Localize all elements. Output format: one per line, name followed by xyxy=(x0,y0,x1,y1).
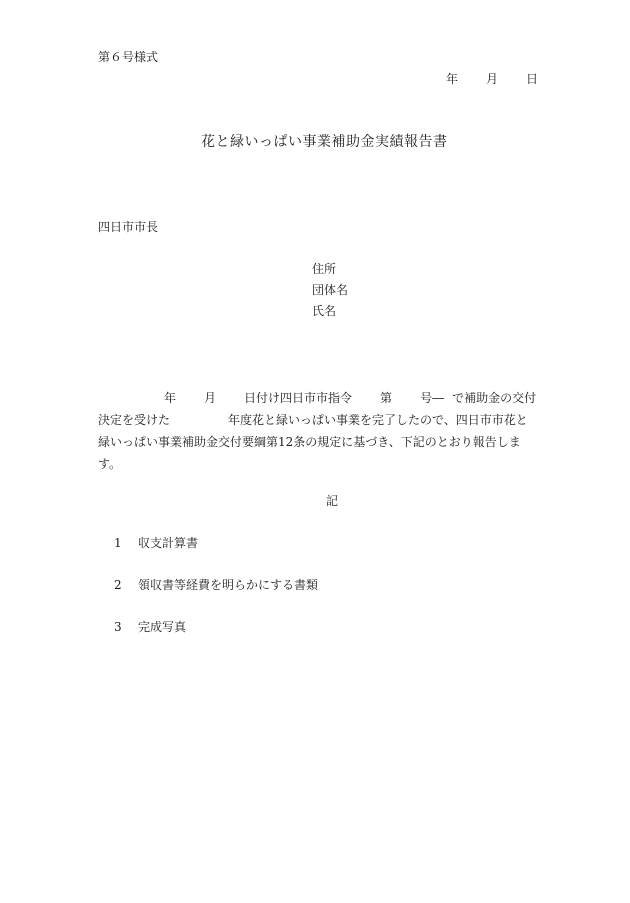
date-month-label: 月 xyxy=(486,72,499,86)
body-line2-end: 年度花と緑いっぱい事業を完了したので、四日市市花と xyxy=(228,413,528,427)
date-year-label: 年 xyxy=(446,72,459,86)
item-label: 収支計算書 xyxy=(138,536,199,550)
body-line-1 xyxy=(98,387,578,409)
body-line2-start: 決定を受けた xyxy=(98,413,171,427)
attachment-item xyxy=(114,577,318,593)
item-label: 完成写真 xyxy=(138,620,187,634)
address-label: 住所 xyxy=(312,262,337,276)
group-name-label: 団体名 xyxy=(312,283,349,297)
item-number: 3 xyxy=(114,620,122,634)
form-number: 第６号様式 xyxy=(98,50,159,64)
body-line-3: 緑いっぱい事業補助金交付要綱第12条の規定に基づき、下記のとおり報告しま xyxy=(98,435,521,449)
item-number: 1 xyxy=(114,536,122,550)
body-line-2 xyxy=(98,409,578,431)
date-line xyxy=(446,71,538,87)
body-line-4: す。 xyxy=(98,457,122,471)
attachment-item xyxy=(114,619,186,635)
item-label: 領収書等経費を明らかにする書類 xyxy=(138,578,319,592)
body-line1-end: で補助金の交付 xyxy=(452,391,537,405)
report-body-text xyxy=(98,387,578,475)
document-title: 花と緑いっぱい事業補助金実績報告書 xyxy=(201,134,448,150)
person-name-label: 氏名 xyxy=(312,304,337,318)
body-directive-text: 日付け四日市市指令 xyxy=(244,391,353,405)
applicant-block xyxy=(312,261,348,324)
body-month: 月 xyxy=(204,391,217,405)
attachment-item xyxy=(114,535,198,551)
date-day-label: 日 xyxy=(526,72,539,86)
body-go: 号― xyxy=(420,391,445,405)
ki-heading: 記 xyxy=(326,494,339,508)
body-year: 年 xyxy=(164,391,177,405)
item-number: 2 xyxy=(114,578,122,592)
recipient: 四日市市長 xyxy=(98,220,159,234)
body-dai: 第 xyxy=(380,391,393,405)
